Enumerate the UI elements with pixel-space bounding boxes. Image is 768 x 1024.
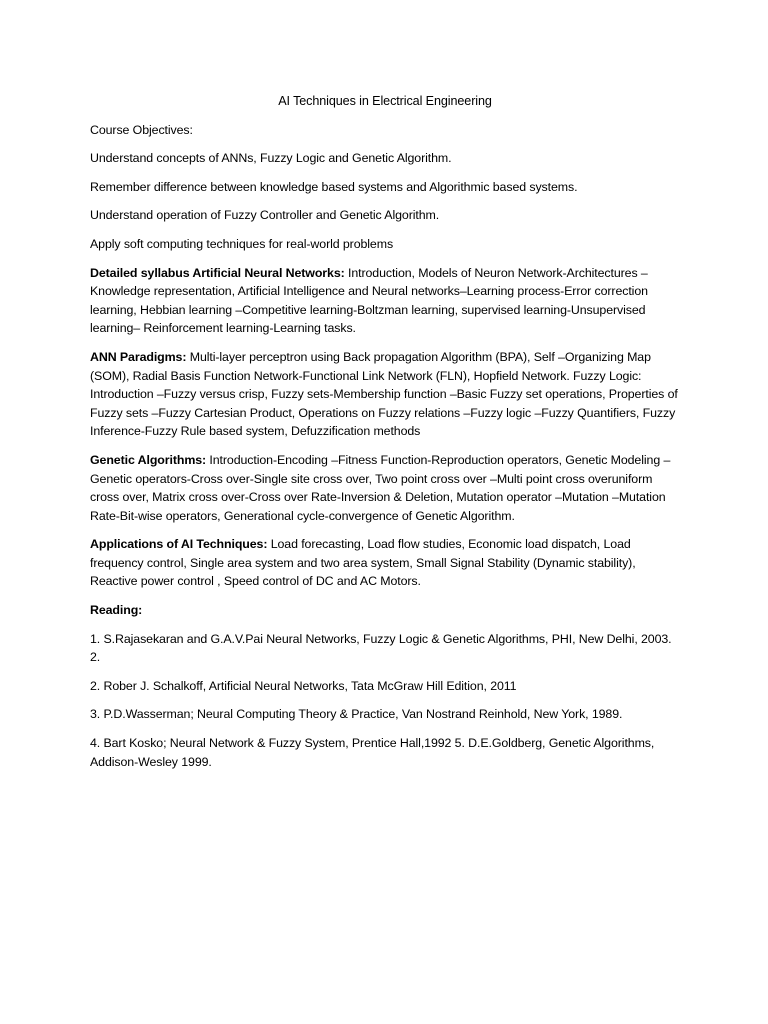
reading-item: 2. Rober J. Schalkoff, Artificial Neural Networks, Tata McGraw Hill Edition, 2011	[90, 678, 517, 693]
reading-item: 4. Bart Kosko; Neural Network & Fuzzy System, Prentice Hall,1992 5. D.E.Goldberg, Genetic Algorithms, Addison-Wesley 1999.	[90, 736, 655, 769]
objective-item: Apply soft computing techniques for real-world problems	[90, 236, 394, 251]
course-objectives-heading: Course Objectives:	[90, 122, 193, 137]
section-label: ANN Paradigms:	[90, 349, 187, 364]
syllabus-section-ann	[90, 264, 680, 338]
section-label: Detailed syllabus Artificial Neural Networks:	[90, 265, 345, 280]
section-text: Load forecasting, Load flow studies, Economic load dispatch, Load frequency control, Single area system and two area system, Small Signal Stability (Dynamic stability), Reactive power control , Speed control of DC and AC Motors.	[90, 537, 636, 589]
section-label: Genetic Algorithms:	[90, 452, 207, 467]
syllabus-section-genetic-algorithms	[90, 451, 680, 525]
section-text: Introduction-Encoding –Fitness Function-Reproduction operators, Genetic Modeling –Genetic operators-Cross over-Single site cross over, Two point cross over –Multi point cross overuniform cross over, Matrix cross over-Cross over Rate-Inversion & Deletion, Mutation operator –Mutation –Mutation Rate-Bit-wise operators, Generational cycle-convergence of Genetic Algorithm.	[90, 452, 671, 523]
reading-item: 1. S.Rajasekaran and G.A.V.Pai Neural Networks, Fuzzy Logic & Genetic Algorithms, PHI, New Delhi, 2003. 2.	[90, 631, 672, 665]
objective-item: Remember difference between knowledge based systems and Algorithmic based systems.	[90, 179, 578, 194]
reading-item: 3. P.D.Wasserman; Neural Computing Theory & Practice, Van Nostrand Reinhold, New York, 1989.	[90, 707, 623, 722]
document-page	[90, 92, 680, 781]
section-label: Applications of AI Techniques:	[90, 537, 268, 552]
section-text: Introduction, Models of Neuron Network-Architectures –Knowledge representation, Artificial Intelligence and Neural networks–Learning process-Error correction learning, Hebbian learning –Competitive learning-Boltzman learning, supervised learning-Unsupervised learning– Reinforcement learning-Learning tasks.	[90, 265, 648, 336]
document-title: AI Techniques in Electrical Engineering	[278, 94, 492, 108]
objective-item: Understand operation of Fuzzy Controller and Genetic Algorithm.	[90, 208, 440, 223]
syllabus-section-applications	[90, 535, 680, 591]
syllabus-section-ann-paradigms	[90, 348, 680, 441]
reading-heading: Reading:	[90, 603, 143, 618]
section-text: Multi-layer perceptron using Back propagation Algorithm (BPA), Self –Organizing Map (SOM), Radial Basis Function Network-Functional Link Network (FLN), Hopfield Network. Fuzzy Logic: Introduction –Fuzzy versus crisp, Fuzzy sets-Membership function –Basic Fuzzy set operations, Properties of Fuzzy sets –Fuzzy Cartesian Product, Operations on Fuzzy relations –Fuzzy logic –Fuzzy Quantifiers, Fuzzy Inference-Fuzzy Rule based system, Defuzzification methods	[90, 349, 678, 439]
objective-item: Understand concepts of ANNs, Fuzzy Logic and Genetic Algorithm.	[90, 151, 452, 166]
